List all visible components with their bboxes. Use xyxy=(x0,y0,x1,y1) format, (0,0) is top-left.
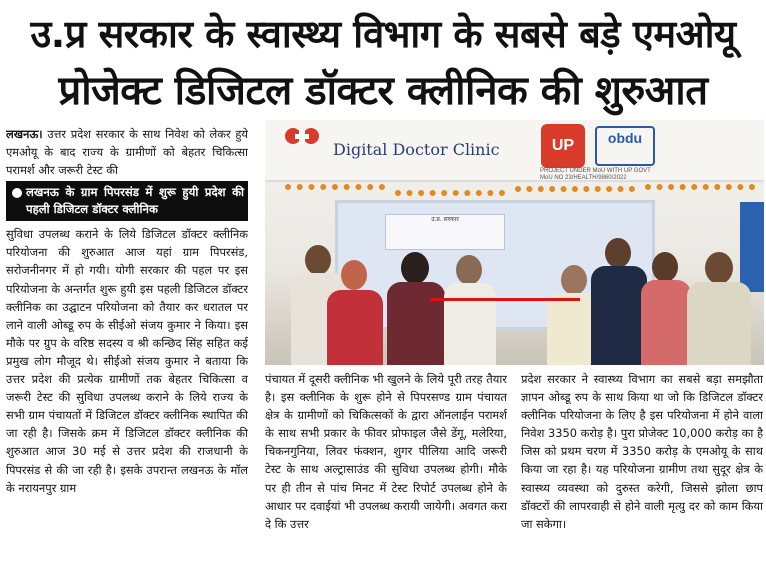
person-8 xyxy=(683,252,753,365)
obdu-logo: obdu xyxy=(595,126,655,166)
headline-line-1: उ.प्र सरकार के स्वास्थ्य विभाग के सबसे बड़े एमओयू xyxy=(30,12,736,56)
column-1-intro xyxy=(6,125,248,179)
headline-line-2: प्रोजेक्ट डिजिटल डॉक्टर क्लीनिक की शुरुआत xyxy=(58,68,708,114)
article-column-3: प्रदेश सरकार ने स्वास्थ्य विभाग का सबसे बड़ा समझौता ज्ञापन ओब्डू रुप के साथ किया था जो कि डिजिटल डॉक्टर क्लीनिक परियोजना के लिए है इस परियोजना में होने वाला निवेश 3350 करोड़ है। पुरा प्रोजेक्ट 10,000 करोड़ का है जिस को प्रथम चरण में 3350 करोड़ के एमओयू के साथ किया जा रहा है। यह परियोजना ग्रामीण तथा सुदूर क्षेत्र के स्वास्थ्य व्यवस्था को दुरुस्त करेगी, जिससे झोला छाप डॉक्टरों की लापरवाही से होने वाली मृत्यु दर को काम किया जा सकेगा। xyxy=(521,372,763,531)
up-logo: UP xyxy=(541,124,585,168)
article-column-1 xyxy=(6,125,248,555)
person-3 xyxy=(383,252,447,365)
mou-caption-line-1: PROJECT UNDER MoU WITH UP GOVT xyxy=(540,168,651,174)
clinic-logo-icon xyxy=(281,126,331,152)
marigold-garland xyxy=(395,190,505,198)
clinic-sign-text: Digital Doctor Clinic xyxy=(333,140,500,159)
clinic-signboard xyxy=(265,120,764,182)
news-photo xyxy=(265,120,764,365)
mou-caption xyxy=(540,168,651,182)
subheadline-box xyxy=(6,181,248,221)
subheadline-text: लखनऊ के ग्राम पिपरसंड में शुरू हुयी प्रदेश की पहली डिजिटल डॉक्टर क्लीनिक xyxy=(26,185,244,217)
inauguration-ribbon xyxy=(430,298,580,301)
marigold-garland xyxy=(515,186,635,194)
person-2 xyxy=(325,260,385,365)
dateline: लखनऊ। xyxy=(6,127,43,141)
clinic-door-sign: उ.प्र. सरकार xyxy=(385,214,505,250)
person-4 xyxy=(440,255,498,365)
column-1-body: सुविधा उपलब्ध कराने के लिये डिजिटल डॉक्टर क्लीनिक परियोजना की शुरुआत आज यहां ग्राम पिपरसंड, सरोजनीनगर में हो गयी। योगी सरकार की पहल पर इस परियोजना के अन्तर्गत शुरू हुयी इस पहली डिजिटल डॉक्टर क्लीनिक का उद्घाटन परियोजना को तैयार कर धरातल पर लाने वाली ओब्डू रुप के सीईओ संजय कुमार ने किया। इस मौके पर ग्रुप के वरिष्ठ सदस्य व श्री कन्छिद सिंह सहित कई प्रमुख लोग मौजूद थे। सीईओ संजय कुमार ने बताया कि उत्तर प्रदेश की प्रत्येक ग्रामीणों तक बेहतर चिकित्सा व जरूरी टेस्ट की सुविधा उपलब्ध कराने के लिये राज्य के सभी ग्राम पंचायतों में डिजिटल डॉक्टर क्लीनिक स्थापित की जा रही है। जिसके क्रम में डिजिटल डॉक्टर क्लीनिक की शुरुआत आज 30 मई से उत्तर प्रदेश की राजधानी के पिपरसंड से की जा रही है। इसके उपरान्त लखनऊ के मॉल के नरायनपुर ग्राम xyxy=(6,227,248,495)
marigold-garland xyxy=(285,184,385,192)
marigold-garland xyxy=(645,184,755,192)
mou-caption-line-2: MoU NO 23/HEALTH/9860/2022 xyxy=(540,175,627,181)
intro-text: उत्तर प्रदेश सरकार के साथ निवेश को लेकर हुये एमओयू के बाद राज्य के ग्रामीणों को बेहतर चिकित्सा परामर्श और जरूरी टेस्ट की xyxy=(6,127,248,178)
bullet-icon xyxy=(12,188,22,198)
article-column-2: पंचायत में दूसरी क्लीनिक भी खुलने के लिये पूरी तरह तैयार है। इस क्लीनिक के शुरू होने से पिपरसण्ड ग्राम पंचायत क्षेत्र के ग्रामीणों को चिकित्सकों के द्वारा ऑनलाईन परामर्श के साथ सभी प्रकार के फीवर प्रोफाइल जैसे डेंगू, मलेरिया, चिकनगुनिया, लिवर फंक्शन, शुगर पीलिया आदि जरूरी टेस्ट के साथ अल्ट्रासाउंड की सुविधा उपलब्ध होगी। मौके पर ही तीन से पांच मिनट में टेस्ट रिपोर्ट उपलब्ध होने के आधार पर दवाईयां भी उपलब्ध करायी जायेगी। अवगत करा दे कि उत्तर xyxy=(265,372,507,531)
